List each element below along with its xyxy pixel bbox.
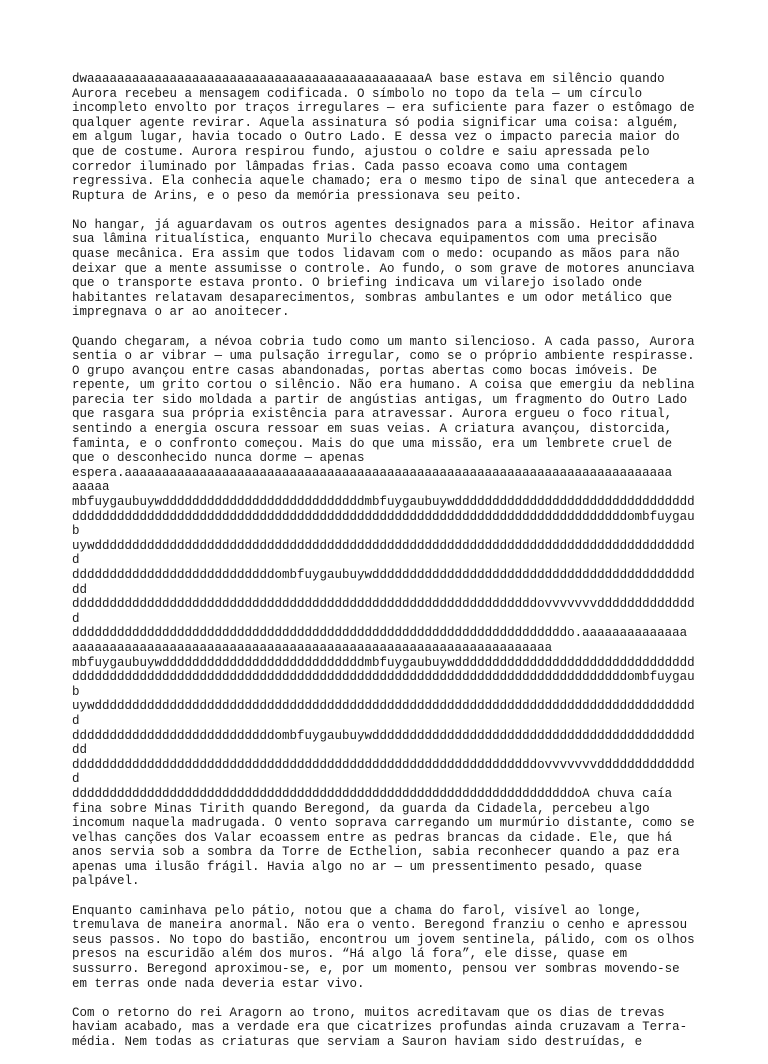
document-page xyxy=(72,72,702,1064)
paragraph: dwaaaaaaaaaaaaaaaaaaaaaaaaaaaaaaaaaaaaaaaaaaaaaA base estava em silêncio quando Aurora recebeu a mensagem codificada. O símbolo no topo da tela — um círculo incompleto envolto por traços irregulares — era suficiente para fazer o estômago de qualquer agente revirar. Aquela assinatura só podia significar uma coisa: alguém, em algum lugar, havia tocado o Outro Lado. E dessa vez o impacto parecia maior do que de costume. Aurora respirou fundo, ajustou o coldre e saiu apressada pelo corredor iluminado por lâmpadas frias. Cada passo ecoava como uma contagem regressiva. Ela conhecia aquele chamado; era o mesmo tipo de sinal que antecedera a Ruptura de Arins, e o peso da memória pressionava seu peito. xyxy=(72,72,695,203)
paragraph: Com o retorno do rei Aragorn ao trono, muitos acreditavam que os dias de trevas haviam acabado, mas a verdade era que cicatrizes profundas ainda cruzavam a Terra- média. Nem todas as criaturas que serviam a Sauron haviam sido destruídas, e xyxy=(72,1005,688,1049)
paragraph: Enquanto caminhava pelo pátio, notou que a chama do farol, visível ao longe, tremulava de maneira anormal. Não era o vento. Beregond franziu o cenho e apressou seus passos. No topo do bastião, encontrou um jovem sentinela, pálido, com os olhos presos na escuridão além dos muros. “Há algo lá fora”, ele disse, quase em sussurro. Beregond aproximou-se, e, por um momento, pensou ver sombras movendo-se em terras onde nada deveria estar vivo. xyxy=(72,903,695,991)
paragraph: Quando chegaram, a névoa cobria tudo como um manto silencioso. A cada passo, Aurora sentia o ar vibrar — uma pulsação irregular, como se o próprio ambiente respirasse. O grupo avançou entre casas abandonadas, portas abertas como bocas imóveis. De repente, um grito cortou o silêncio. Não era humano. A coisa que emergiu da neblina parecia ter sido moldada a partir de angústias antigas, um fragmento do Outro Lado que rasgara sua própria existência para atravessar. Aurora ergueu o foco ritual, sentindo a energia oscura ressoar em suas veias. A criatura avançou, distorcida, faminta, e o confronto começou. Mais do que uma missão, era um lembrete cruel de que o desconhecido nunca dorme — apenas espera.aaaaaaaaaaaaaaaaaaaaaaaaaaaaaaaaaaaaaaaaaaaaaaaaaaaaaaaaaaaaaaaaaaaaaaaaa aaaaa mbfuygaubuywdddddddddddddddddddddddddddmbfuygaubuywdddddddddddddddddddddddddddddddd ddddddddddddddddddddddddddddddddddddddddddddddddddddddddddddddddddddddddddombfuygaub uywddddddddddddddddddddddddddddddddddddddddddddddddddddddddddddddddddddddddddddddddd dddddddddddddddddddddddddddombfuygaubuywddddddddddddddddddddddddddddddddddddddddddddd ddddddddddddddddddddddddddddddddddddddddddddddddddddddddddddddovvvvvvvdddddddddddddd ddddddddddddddddddddddddddddddddddddddddddddddddddddddddddddddddddo.aaaaaaaaaaaaaa aaaaaaaaaaaaaaaaaaaaaaaaaaaaaaaaaaaaaaaaaaaaaaaaaaaaaaaaaaaaaaaa mbfuygaubuywdddddddddddddddddddddddddddmbfuygaubuywdddddddddddddddddddddddddddddddd ddddddddddddddddddddddddddddddddddddddddddddddddddddddddddddddddddddddddddombfuygaub uywddddddddddddddddddddddddddddddddddddddddddddddddddddddddddddddddddddddddddddddddd dddddddddddddddddddddddddddombfuygaubuywddddddddddddddddddddddddddddddddddddddddddddd ddddddddddddddddddddddddddddddddddddddddddddddddddddddddddddddovvvvvvvdddddddddddddd dddddddddddddddddddddddddddddddddddddddddddddddddddddddddddddddddddoA chuva caía fina sobre Minas Tirith quando Beregond, da guarda da Cidadela, percebeu algo incomum naquela madrugada. O vento soprava carregando um murmúrio distante, como se velhas canções dos Valar ecoassem entre as pedras brancas da cidade. Ele, que há anos servia sob a sombra da Torre de Ecthelion, sabia reconhecer quando a paz era apenas uma ilusão frágil. Havia algo no ar — um pressentimento pesado, quase palpável. xyxy=(72,334,695,889)
paragraph: No hangar, já aguardavam os outros agentes designados para a missão. Heitor afinava sua lâmina ritualística, enquanto Murilo checava equipamentos com uma precisão quase mecânica. Era assim que todos lidavam com o medo: ocupando as mãos para não deixar que a mente assumisse o controle. Ao fundo, o som grave de motores anunciava que o transporte estava pronto. O briefing indicava um vilarejo isolado onde habitantes relatavam desaparecimentos, sombras ambulantes e um odor metálico que impregnava o ar ao anoitecer. xyxy=(72,217,695,320)
